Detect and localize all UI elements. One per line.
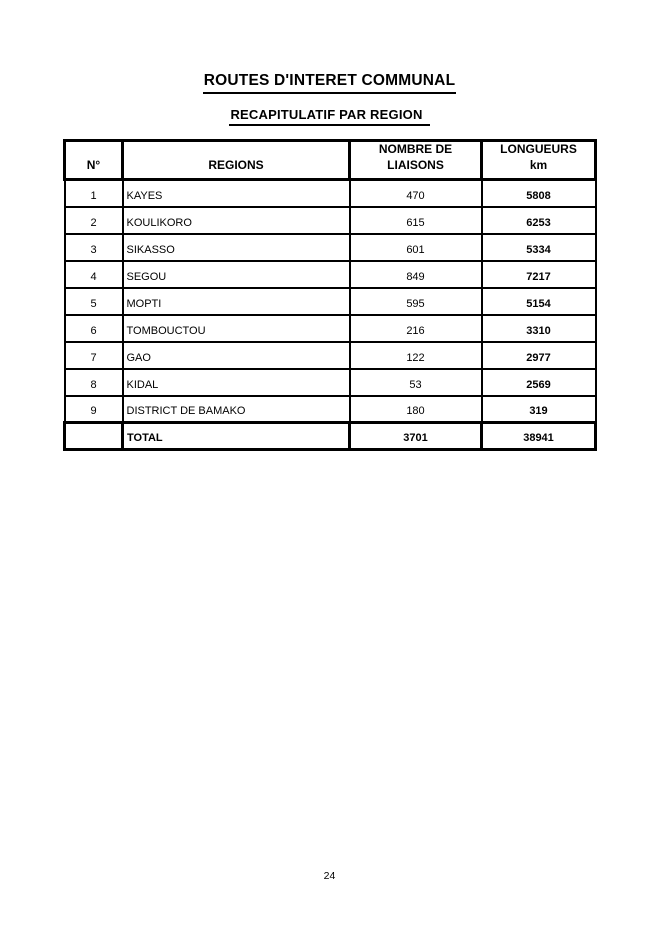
longueur-value: 5154 (482, 288, 596, 315)
liaisons-value: 849 (350, 261, 482, 288)
table-row (65, 396, 596, 423)
region-name: SEGOU (123, 261, 350, 288)
region-name: TOMBOUCTOU (123, 315, 350, 342)
longueur-value: 2977 (482, 342, 596, 369)
total-longueur-value: 38941 (482, 423, 596, 450)
table-row (65, 180, 596, 207)
table-row (65, 369, 596, 396)
page-title (0, 72, 659, 94)
longueur-value: 5334 (482, 234, 596, 261)
table-row (65, 234, 596, 261)
header-cell-liaisons (350, 141, 482, 180)
header-cell-regions (123, 141, 350, 180)
row-number: 5 (65, 288, 123, 315)
page-subtitle (0, 106, 659, 126)
longueur-value: 319 (482, 396, 596, 423)
total-empty-cell (65, 423, 123, 450)
header-liaisons-line2: LIAISONS (387, 157, 444, 172)
liaisons-value: 53 (350, 369, 482, 396)
region-name: KOULIKORO (123, 207, 350, 234)
header-regions-label: REGIONS (208, 157, 264, 172)
region-name: KIDAL (123, 369, 350, 396)
table-row (65, 315, 596, 342)
longueur-value: 2569 (482, 369, 596, 396)
header-num-label: N° (86, 157, 101, 172)
page-title-text: ROUTES D'INTERET COMMUNAL (203, 72, 457, 94)
row-number: 3 (65, 234, 123, 261)
row-number: 6 (65, 315, 123, 342)
page-subtitle-text: RECAPITULATIF PAR REGION (229, 107, 429, 126)
header-liaisons-line1: NOMBRE DE (378, 142, 453, 157)
row-number: 9 (65, 396, 123, 423)
region-name: GAO (123, 342, 350, 369)
longueur-value: 5808 (482, 180, 596, 207)
liaisons-value: 216 (350, 315, 482, 342)
region-name: DISTRICT DE BAMAKO (123, 396, 350, 423)
row-number: 8 (65, 369, 123, 396)
row-number: 2 (65, 207, 123, 234)
total-liaisons-value: 3701 (350, 423, 482, 450)
longueur-value: 7217 (482, 261, 596, 288)
longueur-value: 3310 (482, 315, 596, 342)
region-name: KAYES (123, 180, 350, 207)
table-row (65, 261, 596, 288)
row-number: 1 (65, 180, 123, 207)
table-row (65, 342, 596, 369)
header-cell-longueurs (482, 141, 596, 180)
liaisons-value: 122 (350, 342, 482, 369)
liaisons-value: 595 (350, 288, 482, 315)
liaisons-value: 615 (350, 207, 482, 234)
liaisons-value: 470 (350, 180, 482, 207)
liaisons-value: 601 (350, 234, 482, 261)
table-row (65, 288, 596, 315)
row-number: 7 (65, 342, 123, 369)
longueur-value: 6253 (482, 207, 596, 234)
region-name: SIKASSO (123, 234, 350, 261)
total-label: TOTAL (123, 423, 350, 450)
routes-recap-table (63, 139, 597, 451)
header-longueurs-line1: LONGUEURS (500, 142, 577, 157)
table-row (65, 207, 596, 234)
total-row (65, 423, 596, 450)
header-cell-num (65, 141, 123, 180)
region-name: MOPTI (123, 288, 350, 315)
row-number: 4 (65, 261, 123, 288)
liaisons-value: 180 (350, 396, 482, 423)
header-row (65, 141, 596, 180)
page-number: 24 (323, 870, 336, 882)
header-longueurs-line2: km (529, 157, 548, 172)
